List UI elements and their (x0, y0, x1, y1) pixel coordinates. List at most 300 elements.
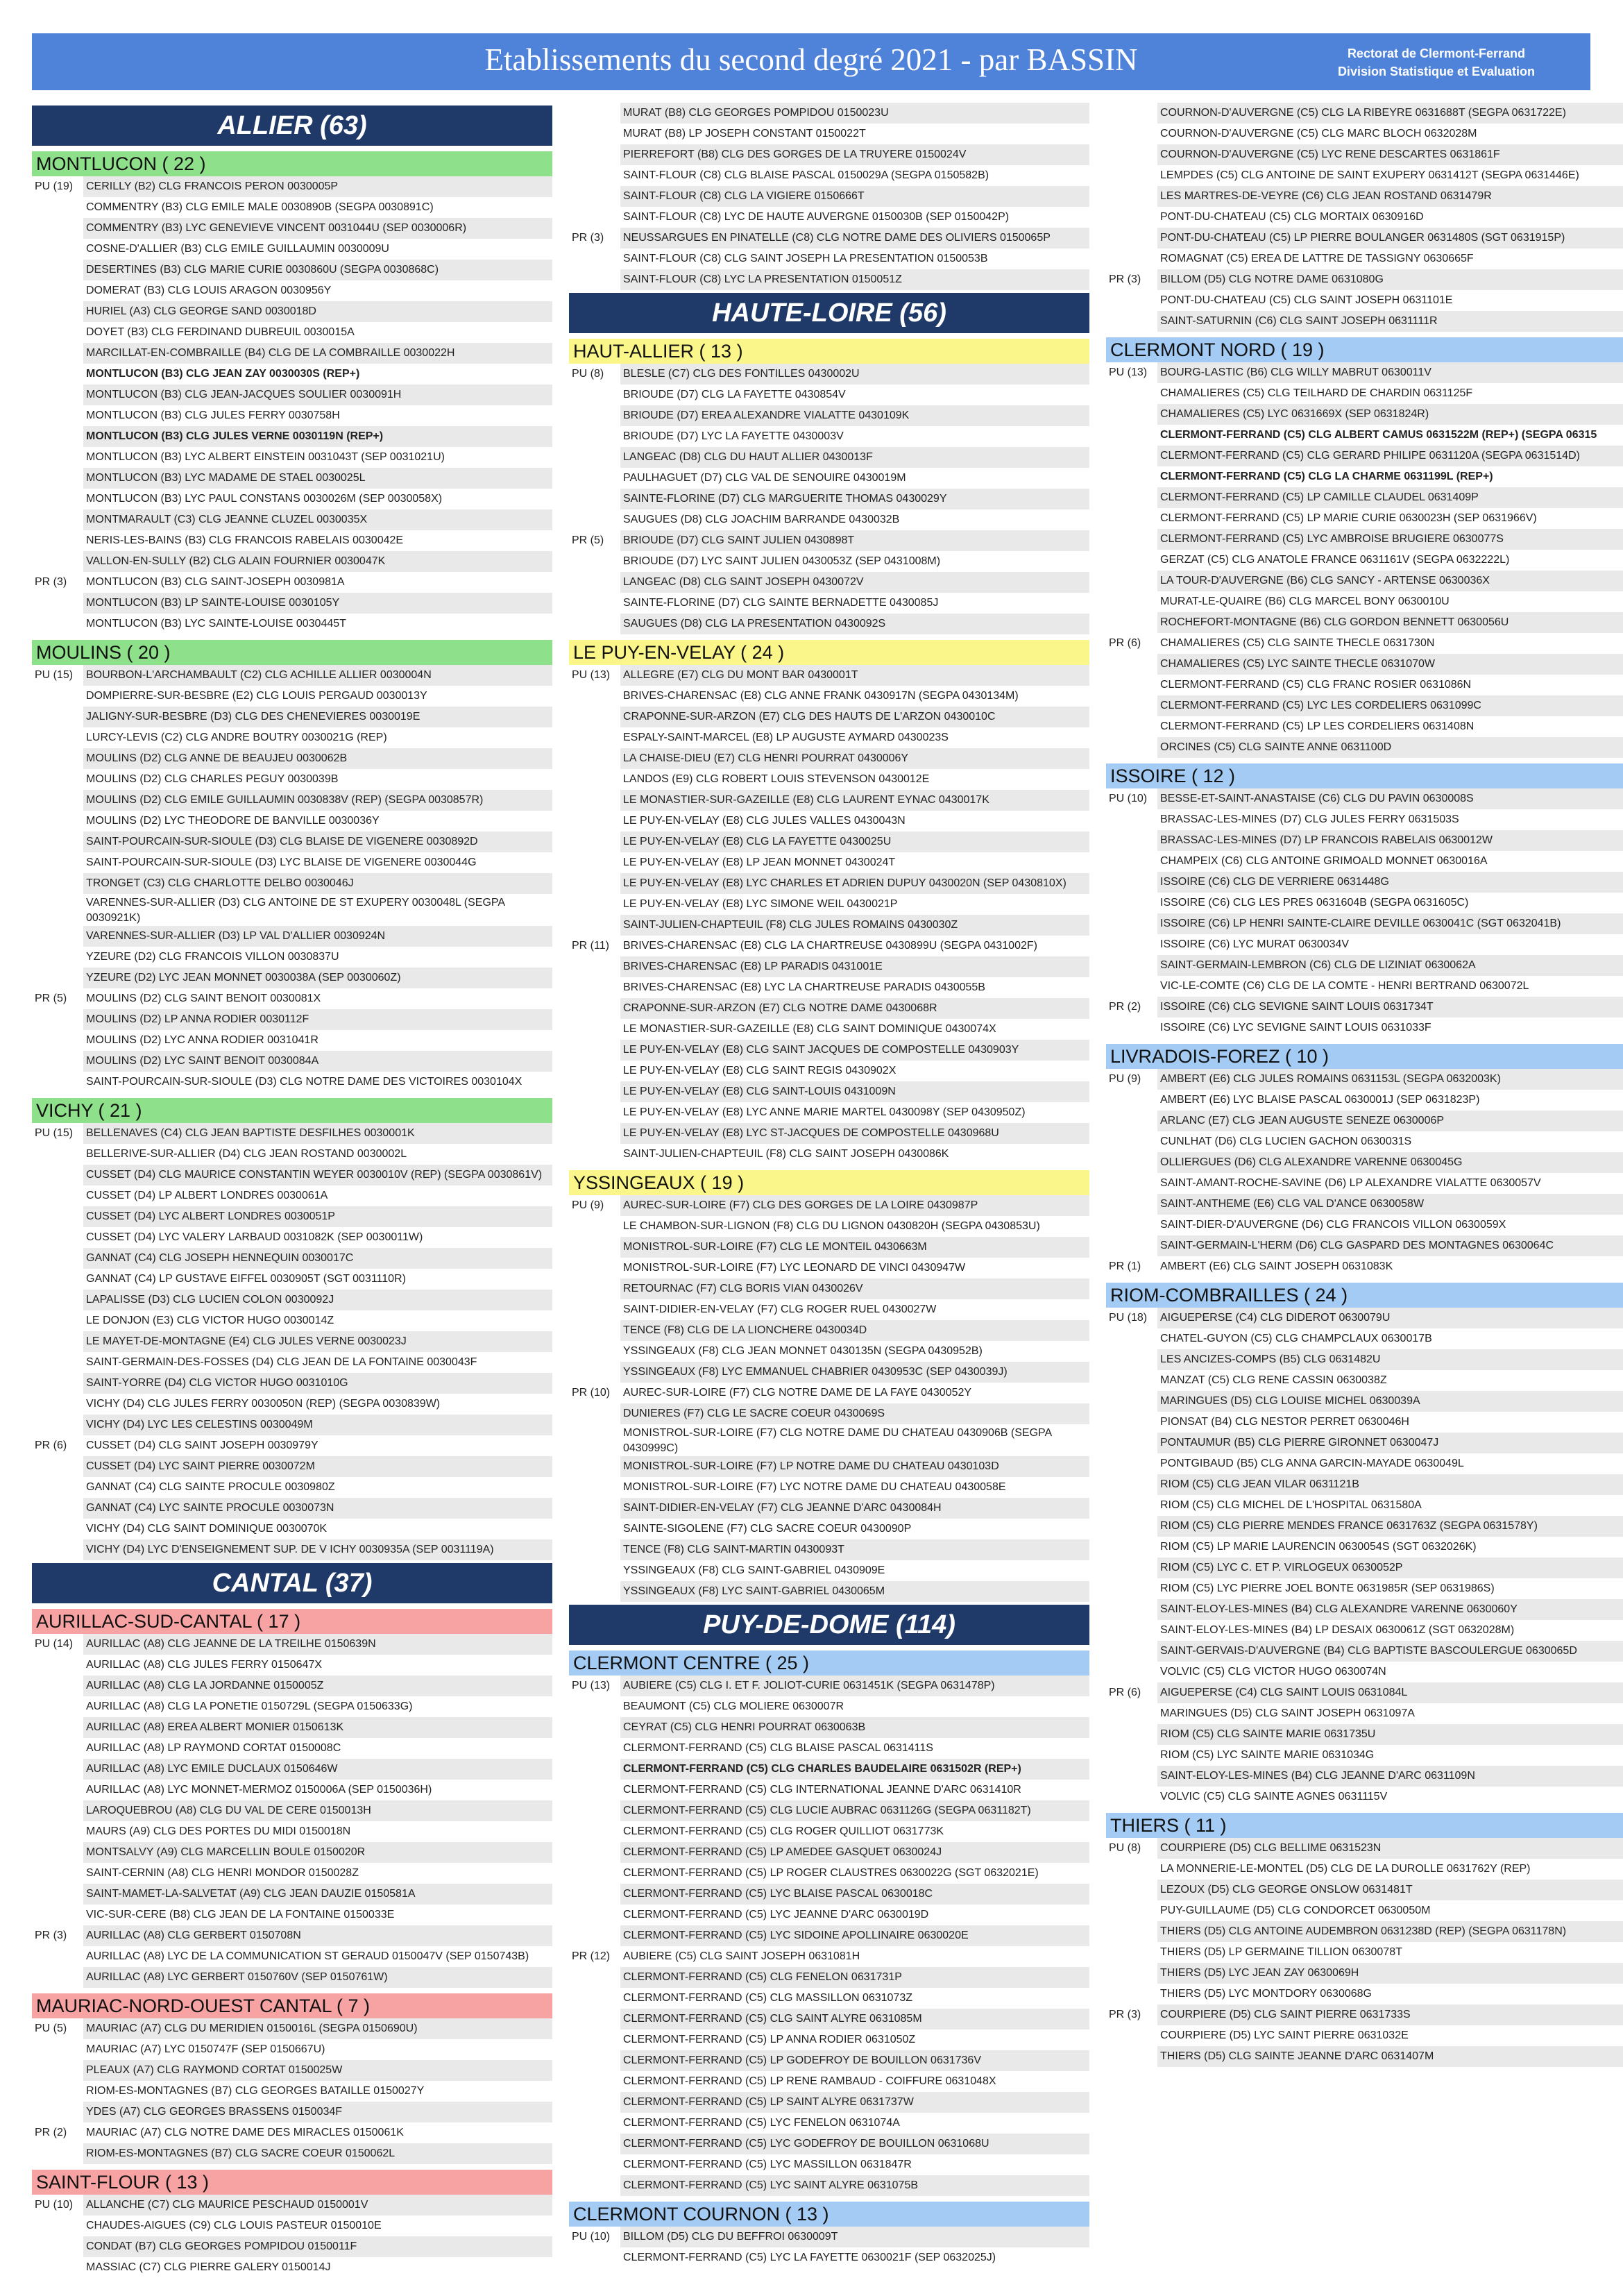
establishment-label: AMBERT (E6) CLG JULES ROMAINS 0631153L (SEGPA 0632003K) (1157, 1069, 1623, 1090)
basin-header: ISSOIRE ( 12 ) (1106, 763, 1623, 788)
establishment-row (32, 197, 552, 218)
establishment-label: SAINT-ELOY-LES-MINES (B4) LP DESAIX 0630061Z (SGT 0632028M) (1160, 1624, 1515, 1636)
establishment-label: YSSINGEAUX (F8) CLG SAINT-GABRIEL 0430909E (623, 1564, 885, 1576)
establishment-label: CLERMONT-FERRAND (C5) LYC AMBROISE BRUGIERE 0630077S (1157, 529, 1623, 550)
establishment-label: SAINT-DIDIER-EN-VELAY (F7) CLG ROGER RUEL 0430027W (623, 1303, 937, 1315)
establishment-row (32, 1435, 552, 1456)
establishment-row (1106, 362, 1623, 383)
establishment-row (32, 468, 552, 489)
establishment-label: SAINT-FLOUR (C8) CLG SAINT JOSEPH LA PRESENTATION 0150053B (623, 253, 988, 264)
establishment-label: NEUSSARGUES EN PINATELLE (C8) CLG NOTRE DAME DES OLIVIERS 0150065P (620, 228, 1089, 248)
establishment-row (1106, 976, 1623, 997)
establishment-row (1106, 1516, 1623, 1537)
establishment-label: LEZOUX (D5) CLG GEORGE ONSLOW 0631481T (1157, 1880, 1623, 1900)
establishment-row (1106, 1859, 1623, 1880)
establishment-row (32, 1800, 552, 1821)
establishment-row (569, 2113, 1089, 2134)
establishment-row (569, 572, 1089, 593)
establishment-row (32, 1738, 552, 1759)
establishment-row (569, 1539, 1089, 1560)
establishment-label: MOULINS (D2) CLG EMILE GUILLAUMIN 0030838V (REP) (SEGPA 0030857R) (83, 790, 552, 811)
establishment-label: LE PUY-EN-VELAY (E8) CLG SAINT REGIS 0430902X (623, 1065, 897, 1077)
establishment-label: SAINT-GERMAIN-DES-FOSSES (D4) CLG JEAN DE LA FONTAINE 0030043F (86, 1356, 477, 1368)
establishment-row (1106, 571, 1623, 591)
establishment-label: ISSOIRE (C6) CLG DE VERRIERE 0631448G (1157, 872, 1623, 893)
org-line-2: Division Statistique et Evaluation (1337, 65, 1535, 78)
basin-header: MOULINS ( 20 ) (32, 640, 552, 665)
establishment-row (1106, 788, 1623, 809)
establishment-label: CUSSET (D4) LYC ALBERT LONDRES 0030051P (83, 1206, 552, 1227)
establishment-label: MONISTROL-SUR-LOIRE (F7) LP NOTRE DAME DU CHATEAU 0430103D (620, 1456, 1089, 1477)
establishment-label: CLERMONT-FERRAND (C5) CLG INTERNATIONAL JEANNE D'ARC 0631410R (623, 1784, 1021, 1796)
establishment-row (32, 686, 552, 707)
establishment-row (569, 1040, 1089, 1061)
establishment-label: RIOM-ES-MONTAGNES (B7) CLG GEORGES BATAILLE 0150027Y (86, 2085, 425, 2097)
establishment-row (1106, 1308, 1623, 1328)
establishment-label: SAINT-POURCAIN-SUR-SIOULE (D3) LYC BLAISE DE VIGENERE 0030044G (86, 856, 477, 868)
establishment-row (569, 1967, 1089, 1988)
establishment-label: TENCE (F8) CLG SAINT-MARTIN 0430093T (620, 1539, 1089, 1560)
establishment-row (32, 968, 552, 988)
establishment-row (32, 1123, 552, 1144)
establishment-row (32, 1185, 552, 1206)
establishment-row (569, 790, 1089, 811)
establishment-label: ISSOIRE (C6) CLG SEVIGNE SAINT LOUIS 0631734T (1157, 997, 1623, 1018)
establishment-row (569, 1123, 1089, 1144)
establishment-label: LE PUY-EN-VELAY (E8) LYC ANNE MARIE MARTEL 0430098Y (SEP 0430950Z) (623, 1106, 1026, 1118)
establishment-label: THIERS (D5) LP GERMAINE TILLION 0630078T (1160, 1946, 1402, 1958)
establishment-label: ROMAGNAT (C5) EREA DE LATTRE DE TASSIGNY 0630665F (1160, 253, 1474, 264)
establishment-row (32, 1331, 552, 1352)
establishment-row (1106, 1641, 1623, 1662)
establishment-label: AUREC-SUR-LOIRE (F7) CLG DES GORGES DE LA LOIRE 0430987P (620, 1195, 1089, 1216)
establishment-row (1106, 1370, 1623, 1391)
establishment-row (32, 2236, 552, 2257)
establishment-row (569, 956, 1089, 977)
establishment-row (1106, 633, 1623, 654)
establishment-row (1106, 1724, 1623, 1745)
establishment-row (569, 186, 1089, 207)
sector-count: PU (8) (572, 368, 604, 380)
establishment-label: MONISTROL-SUR-LOIRE (F7) LYC LEONARD DE VINCI 0430947W (623, 1262, 966, 1274)
establishment-label: BESSE-ET-SAINT-ANASTAISE (C6) CLG DU PAVIN 0630008S (1157, 788, 1623, 809)
establishment-row (1106, 716, 1623, 737)
establishment-row (569, 1362, 1089, 1383)
establishment-label: HURIEL (A3) CLG GEORGE SAND 0030018D (83, 301, 552, 322)
establishment-row (1106, 1787, 1623, 1807)
establishment-label: OLLIERGUES (D6) CLG ALEXANDRE VARENNE 0630045G (1157, 1152, 1623, 1173)
establishment-row (1106, 144, 1623, 165)
establishment-label: BRIVES-CHARENSAC (E8) CLG LA CHARTREUSE 0430899U (SEGPA 0431002F) (623, 940, 1037, 952)
establishment-row (569, 852, 1089, 873)
establishment-label: CLERMONT-FERRAND (C5) CLG GERARD PHILIPE 0631120A (SEGPA 0631514D) (1157, 446, 1623, 466)
establishment-row (32, 707, 552, 727)
establishment-row (569, 811, 1089, 832)
establishment-label: MOULINS (D2) CLG ANNE DE BEAUJEU 0030062B (83, 748, 552, 769)
establishment-row (569, 1696, 1089, 1717)
establishment-label: SAINT-SATURNIN (C6) CLG SAINT JOSEPH 0631111R (1157, 311, 1623, 332)
establishment-label: SAINT-YORRE (D4) CLG VICTOR HUGO 0031010G (83, 1373, 552, 1394)
establishment-label: NERIS-LES-BAINS (B3) CLG FRANCOIS RABELAIS 0030042E (86, 534, 404, 546)
establishment-label: PLEAUX (A7) CLG RAYMOND CORTAT 0150025W (83, 2060, 552, 2081)
establishment-row (32, 1717, 552, 1738)
establishment-row (1106, 529, 1623, 550)
establishment-row (569, 1842, 1089, 1863)
establishment-label: LANGEAC (D8) CLG SAINT JOSEPH 0430072V (620, 572, 1089, 593)
establishment-label: SAINT-MAMET-LA-SALVETAT (A9) CLG JEAN DAUZIE 0150581A (83, 1884, 552, 1905)
establishment-row (1106, 1111, 1623, 1131)
sector-count: PR (2) (1109, 1001, 1141, 1013)
establishment-row (1106, 675, 1623, 695)
establishment-row (1106, 997, 1623, 1018)
establishment-row (1106, 404, 1623, 425)
establishment-label: CLERMONT-FERRAND (C5) CLG LUCIE AUBRAC 0631126G (SEGPA 0631182T) (620, 1800, 1089, 1821)
establishment-row (1106, 248, 1623, 269)
establishment-row (32, 2257, 552, 2278)
establishment-label: LE PUY-EN-VELAY (E8) LYC SIMONE WEIL 0430021P (623, 898, 898, 910)
establishment-row (1106, 1328, 1623, 1349)
establishment-label: GANNAT (C4) CLG SAINTE PROCULE 0030980Z (86, 1481, 335, 1493)
establishment-row (1106, 2025, 1623, 2046)
establishment-row (569, 1424, 1089, 1456)
establishment-row (569, 2050, 1089, 2071)
establishment-row (569, 364, 1089, 385)
establishment-row (569, 614, 1089, 634)
establishment-label: MONTLUCON (B3) LYC SAINTE-LOUISE 0030445T (86, 618, 346, 630)
department-header: ALLIER (63) (32, 105, 552, 146)
establishment-row (1106, 1173, 1623, 1194)
establishment-label: MAURIAC (A7) LYC 0150747F (SEP 0150667U) (86, 2043, 325, 2055)
establishment-row (1106, 103, 1623, 124)
establishment-label: CHATEL-GUYON (C5) CLG CHAMPCLAUX 0630017B (1160, 1333, 1432, 1344)
establishment-row (569, 1717, 1089, 1738)
establishment-label: ISSOIRE (C6) CLG LES PRES 0631604B (SEGPA 0631605C) (1160, 897, 1469, 909)
establishment-label: VIC-LE-COMTE (C6) CLG DE LA COMTE - HENRI BERTRAND 0630072L (1160, 980, 1529, 992)
establishment-label: ISSOIRE (C6) LP HENRI SAINTE-CLAIRE DEVILLE 0630041C (SGT 0632041B) (1157, 913, 1623, 934)
establishment-label: YSSINGEAUX (F8) CLG JEAN MONNET 0430135N (SEGPA 0430952B) (623, 1345, 983, 1357)
establishment-label: SAINT-DIER-D'AUVERGNE (D6) CLG FRANCOIS VILLON 0630059X (1160, 1219, 1506, 1231)
establishment-row (569, 1299, 1089, 1320)
sector-count: PU (13) (1109, 366, 1148, 378)
establishment-label: SAINT-GERVAIS-D'AUVERGNE (B4) CLG BAPTISTE BASCOULERGUE 0630065D (1157, 1641, 1623, 1662)
establishment-row (569, 551, 1089, 572)
establishment-label: MONTLUCON (B3) CLG JEAN-JACQUES SOULIER 0030091H (83, 385, 552, 405)
establishment-label: AURILLAC (A8) CLG JEANNE DE LA TREILHE 0150639N (83, 1634, 552, 1655)
column-3 (1106, 103, 1623, 2067)
establishment-label: YSSINGEAUX (F8) LYC EMMANUEL CHABRIER 0430953C (SEP 0430039J) (620, 1362, 1089, 1383)
establishment-row (32, 1539, 552, 1560)
basin-header: MONTLUCON ( 22 ) (32, 151, 552, 176)
establishment-label: DESERTINES (B3) CLG MARIE CURIE 0030860U (SEGPA 0030868C) (83, 260, 552, 280)
establishment-label: GERZAT (C5) CLG ANATOLE FRANCE 0631161V (SEGPA 0632222L) (1160, 554, 1510, 566)
establishment-label: COURPIERE (D5) CLG SAINT PIERRE 0631733S (1157, 2004, 1623, 2025)
establishment-label: AUBIERE (C5) CLG SAINT JOSEPH 0631081H (623, 1950, 860, 1962)
establishment-label: COURNON-D'AUVERGNE (C5) CLG MARC BLOCH 0632028M (1160, 128, 1477, 140)
establishment-row (569, 1403, 1089, 1424)
establishment-row (32, 2039, 552, 2060)
basin-header: YSSINGEAUX ( 19 ) (569, 1170, 1089, 1195)
establishment-label: CEYRAT (C5) CLG HENRI POURRAT 0630063B (620, 1717, 1089, 1738)
establishment-label: CLERMONT-FERRAND (C5) LYC JEANNE D'ARC 0630019D (623, 1909, 929, 1921)
sector-count: PU (18) (1109, 1312, 1148, 1324)
establishment-label: LE PUY-EN-VELAY (E8) LYC CHARLES ET ADRIEN DUPUY 0430020N (SEP 0430810X) (620, 873, 1089, 894)
basin-header: RIOM-COMBRAILLES ( 24 ) (1106, 1283, 1623, 1308)
establishment-label: THIERS (D5) LYC MONTDORY 0630068G (1160, 1988, 1372, 2000)
sector-count: PU (5) (35, 2023, 67, 2034)
establishment-row (569, 665, 1089, 686)
establishment-label: SAINT-ANTHEME (E6) CLG VAL D'ANCE 0630058W (1157, 1194, 1623, 1215)
establishment-row (32, 1884, 552, 1905)
establishment-label: AURILLAC (A8) LYC EMILE DUCLAUX 0150646W (83, 1759, 552, 1780)
establishment-row (569, 593, 1089, 614)
establishment-row (1106, 654, 1623, 675)
establishment-label: SAINT-GERMAIN-LEMBRON (C6) CLG DE LIZINIAT 0630062A (1157, 955, 1623, 976)
establishment-row (569, 1946, 1089, 1967)
establishment-row (1106, 872, 1623, 893)
establishment-label: RIOM (C5) LYC SAINTE MARIE 0631034G (1160, 1749, 1375, 1761)
establishment-row (32, 2060, 552, 2081)
establishment-label: LE PUY-EN-VELAY (E8) CLG SAINT-LOUIS 0431009N (620, 1081, 1089, 1102)
establishment-row (32, 2215, 552, 2236)
establishment-label: RIOM (C5) CLG SAINTE MARIE 0631735U (1157, 1724, 1623, 1745)
establishment-row (569, 1905, 1089, 1925)
establishment-label: SAUGUES (D8) CLG LA PRESENTATION 0430092S (620, 614, 1089, 634)
establishment-label: CLERMONT-FERRAND (C5) LYC MASSILLON 0631847R (623, 2159, 912, 2170)
establishment-row (1106, 1984, 1623, 2004)
establishment-row (569, 144, 1089, 165)
establishment-row (569, 468, 1089, 489)
establishment-label: SAINT-FLOUR (C8) CLG LA VIGIERE 0150666T (620, 186, 1089, 207)
establishment-row (1106, 893, 1623, 913)
establishment-label: AURILLAC (A8) CLG LA PONETIE 0150729L (SEGPA 0150633G) (86, 1700, 413, 1712)
establishment-label: BELLENAVES (C4) CLG JEAN BAPTISTE DESFILHES 0030001K (83, 1123, 552, 1144)
establishment-label: MONTMARAULT (C3) CLG JEANNE CLUZEL 0030035X (83, 509, 552, 530)
establishment-row (569, 530, 1089, 551)
establishment-label: DOMPIERRE-SUR-BESBRE (E2) CLG LOUIS PERGAUD 0030013Y (86, 690, 427, 702)
establishment-row (569, 207, 1089, 228)
establishment-label: SAINTE-FLORINE (D7) CLG MARGUERITE THOMAS 0430029Y (620, 489, 1089, 509)
establishment-label: COSNE-D'ALLIER (B3) CLG EMILE GUILLAUMIN 0030009U (86, 243, 389, 255)
sector-count: PU (15) (35, 1127, 74, 1139)
establishment-label: LE DONJON (E3) CLG VICTOR HUGO 0030014Z (86, 1315, 334, 1326)
establishment-label: LURCY-LEVIS (C2) CLG ANDRE BOUTRY 0030021G (REP) (86, 732, 387, 743)
establishment-row (32, 1675, 552, 1696)
establishment-row (569, 1519, 1089, 1539)
establishment-label: CRAPONNE-SUR-ARZON (E7) CLG NOTRE DAME 0430068R (620, 998, 1089, 1019)
establishment-row (32, 1051, 552, 1072)
establishment-label: LA CHAISE-DIEU (E7) CLG HENRI POURRAT 0430006Y (620, 748, 1089, 769)
establishment-row (32, 1009, 552, 1030)
sector-count: PR (3) (1109, 273, 1141, 285)
establishment-row (1106, 1194, 1623, 1215)
establishment-row (569, 748, 1089, 769)
establishment-label: CHAUDES-AIGUES (C9) CLG LOUIS PASTEUR 0150010E (86, 2220, 382, 2231)
establishment-row (569, 1821, 1089, 1842)
establishment-row (569, 2009, 1089, 2029)
establishment-row (569, 489, 1089, 509)
establishment-row (32, 1696, 552, 1717)
establishment-row (569, 977, 1089, 998)
establishment-label: PONT-DU-CHATEAU (C5) LP PIERRE BOULANGER 0631480S (SGT 0631915P) (1157, 228, 1623, 248)
establishment-label: RIOM (C5) CLG MICHEL DE L'HOSPITAL 0631580A (1160, 1499, 1422, 1511)
establishment-label: BRIOUDE (D7) CLG SAINT JULIEN 0430898T (620, 530, 1089, 551)
establishment-label: MANZAT (C5) CLG RENE CASSIN 0630038Z (1160, 1374, 1387, 1386)
establishment-row (569, 1925, 1089, 1946)
establishment-row (569, 1675, 1089, 1696)
establishment-row (32, 852, 552, 873)
establishment-row (1106, 1745, 1623, 1766)
establishment-label: MONISTROL-SUR-LOIRE (F7) CLG LE MONTEIL 0430663M (620, 1237, 1089, 1258)
establishment-row (32, 1269, 552, 1290)
establishment-label: MAURS (A9) CLG DES PORTES DU MIDI 0150018N (86, 1825, 351, 1837)
establishment-row (569, 405, 1089, 426)
establishment-label: LE MONASTIER-SUR-GAZEILLE (E8) CLG LAURENT EYNAC 0430017K (620, 790, 1089, 811)
establishment-row (569, 103, 1089, 124)
establishment-label: ORCINES (C5) CLG SAINTE ANNE 0631100D (1157, 737, 1623, 758)
establishment-label: THIERS (D5) CLG SAINTE JEANNE D'ARC 0631407M (1157, 2046, 1623, 2067)
establishment-row (1106, 2004, 1623, 2025)
establishment-label: BELLERIVE-SUR-ALLIER (D4) CLG JEAN ROSTAND 0030002L (86, 1148, 407, 1160)
column-1 (32, 103, 552, 2278)
sector-count: PR (1) (1109, 1260, 1141, 1272)
sector-count: PR (3) (572, 232, 604, 244)
establishment-row (569, 1320, 1089, 1341)
establishment-label: BEAUMONT (C5) CLG MOLIERE 0630007R (623, 1700, 844, 1712)
establishment-label: CLERMONT-FERRAND (C5) CLG CHARLES BAUDELAIRE 0631502R (REP+) (620, 1759, 1089, 1780)
establishment-label: MOULINS (D2) LYC THEODORE DE BANVILLE 0030036Y (86, 815, 380, 827)
establishment-label: MOULINS (D2) LP ANNA RODIER 0030112F (83, 1009, 552, 1030)
establishment-label: CLERMONT-FERRAND (C5) LYC GODEFROY DE BOUILLON 0631068U (620, 2134, 1089, 2154)
establishment-row (1106, 1391, 1623, 1412)
establishment-row (32, 1863, 552, 1884)
establishment-label: ISSOIRE (C6) LYC SEVIGNE SAINT LOUIS 0631033F (1160, 1022, 1431, 1033)
establishment-row (32, 2143, 552, 2164)
establishment-label: CLERMONT-FERRAND (C5) CLG SAINT ALYRE 0631085M (620, 2009, 1089, 2029)
establishment-row (1106, 1942, 1623, 1963)
establishment-row (1106, 1900, 1623, 1921)
establishment-label: LA MONNERIE-LE-MONTEL (D5) CLG DE LA DUROLLE 0631762Y (REP) (1160, 1863, 1531, 1875)
establishment-row (569, 1477, 1089, 1498)
establishment-label: CONDAT (B7) CLG GEORGES POMPIDOU 0150011F (83, 2236, 552, 2257)
establishment-label: BOURG-LASTIC (B6) CLG WILLY MABRUT 0630011V (1157, 362, 1623, 383)
establishment-label: PAULHAGUET (D7) CLG VAL DE SENOUIRE 0430019M (623, 472, 906, 484)
establishment-label: VARENNES-SUR-ALLIER (D3) LP VAL D'ALLIER 0030924N (83, 926, 552, 947)
establishment-row (1106, 830, 1623, 851)
establishment-label: CLERMONT-FERRAND (C5) LP GODEFROY DE BOUILLON 0631736V (620, 2050, 1089, 2071)
establishment-row (1106, 1880, 1623, 1900)
establishment-label: CHAMALIERES (C5) LYC 0631669X (SEP 0631824R) (1157, 404, 1623, 425)
establishment-row (32, 1519, 552, 1539)
establishment-label: AURILLAC (A8) CLG GERBERT 0150708N (83, 1925, 552, 1946)
establishment-label: COURPIERE (D5) CLG BELLIME 0631523N (1157, 1838, 1623, 1859)
establishment-row (32, 1946, 552, 1967)
establishment-label: MARCILLAT-EN-COMBRAILLE (B4) CLG DE LA COMBRAILLE 0030022H (83, 343, 552, 364)
establishment-label: CLERMONT-FERRAND (C5) LYC SAINT ALYRE 0631075B (620, 2175, 1089, 2196)
establishment-label: MOULINS (D2) CLG CHARLES PEGUY 0030039B (86, 773, 339, 785)
establishment-label: SAINT-CERNIN (A8) CLG HENRI MONDOR 0150028Z (86, 1867, 359, 1879)
establishment-row (569, 1988, 1089, 2009)
establishment-label: BRIOUDE (D7) EREA ALEXANDRE VIALATTE 0430109K (620, 405, 1089, 426)
establishment-label: PONT-DU-CHATEAU (C5) CLG SAINT JOSEPH 0631101E (1160, 294, 1453, 306)
establishment-label: DOMERAT (B3) CLG LOUIS ARAGON 0030956Y (86, 285, 332, 296)
establishment-label: CLERMONT-FERRAND (C5) CLG LA CHARME 0631199L (REP+) (1160, 471, 1493, 482)
establishment-row (569, 1560, 1089, 1581)
establishment-row (32, 385, 552, 405)
establishment-row (32, 1498, 552, 1519)
establishment-label: MONISTROL-SUR-LOIRE (F7) CLG NOTRE DAME DU CHATEAU 0430906B (SEGPA 0430999C) (623, 1427, 1052, 1454)
basin-header: MAURIAC-NORD-OUEST CANTAL ( 7 ) (32, 1993, 552, 2018)
establishment-row (32, 1165, 552, 1185)
establishment-row (1106, 1090, 1623, 1111)
establishment-row (569, 1258, 1089, 1278)
org-line-1: Rectorat de Clermont-Ferrand (1347, 47, 1525, 60)
establishment-label: LA TOUR-D'AUVERGNE (B6) CLG SANCY - ARTENSE 0630036X (1157, 571, 1623, 591)
establishment-label: JALIGNY-SUR-BESBRE (D3) CLG DES CHENEVIERES 0030019E (83, 707, 552, 727)
establishment-row (32, 894, 552, 926)
establishment-label: CLERMONT-FERRAND (C5) LP ROGER CLAUSTRES 0630022G (SGT 0632021E) (623, 1867, 1039, 1879)
department-header: CANTAL (37) (32, 1563, 552, 1603)
establishment-label: ROCHEFORT-MONTAGNE (B6) CLG GORDON BENNETT 0630056U (1157, 612, 1623, 633)
establishment-row (32, 873, 552, 894)
establishment-label: CLERMONT-FERRAND (C5) LYC LES CORDELIERS 0631099C (1157, 695, 1623, 716)
establishment-label: MONTLUCON (B3) CLG SAINT-JOSEPH 0030981A (86, 576, 345, 588)
establishment-label: MURAT-LE-QUAIRE (B6) CLG MARCEL BONY 0630010U (1160, 596, 1450, 607)
establishment-label: CUSSET (D4) LYC SAINT PIERRE 0030072M (83, 1456, 552, 1477)
establishment-row (32, 1821, 552, 1842)
establishment-label: CLERMONT-FERRAND (C5) LYC FENELON 0631074A (623, 2117, 900, 2129)
establishment-label: BILLOM (D5) CLG NOTRE DAME 0631080G (1157, 269, 1623, 290)
establishment-row (32, 426, 552, 447)
establishment-row (32, 1477, 552, 1498)
establishment-label: AURILLAC (A8) LYC MONNET-MERMOZ 0150006A (SEP 0150036H) (86, 1784, 432, 1796)
establishment-row (32, 1842, 552, 1863)
establishment-row (32, 2081, 552, 2102)
establishment-row (1106, 934, 1623, 955)
establishment-label: CUSSET (D4) LYC VALERY LARBAUD 0031082K (SEP 0030011W) (86, 1231, 423, 1243)
establishment-label: CHAMALIERES (C5) LYC SAINTE THECLE 0631070W (1157, 654, 1623, 675)
establishment-row (569, 2134, 1089, 2154)
sector-count: PR (11) (572, 940, 609, 952)
establishment-label: LE PUY-EN-VELAY (E8) LP JEAN MONNET 0430024T (623, 856, 896, 868)
establishment-label: MONTLUCON (B3) LYC MADAME DE STAEL 0030025L (83, 468, 552, 489)
establishment-row (32, 2122, 552, 2143)
establishment-label: CRAPONNE-SUR-ARZON (E7) CLG DES HAUTS DE L'ARZON 0430010C (620, 707, 1089, 727)
establishment-label: BRIVES-CHARENSAC (E8) CLG ANNE FRANK 0430917N (SEGPA 0430134M) (623, 690, 1019, 702)
establishment-label: LE PUY-EN-VELAY (E8) CLG JULES VALLES 0430043N (623, 815, 906, 827)
establishment-row (569, 1216, 1089, 1237)
establishment-label: CLERMONT-FERRAND (C5) LP AMEDEE GASQUET 0630024J (620, 1842, 1089, 1863)
establishment-label: SAINT-JULIEN-CHAPTEUIL (F8) CLG JULES ROMAINS 0430030Z (620, 915, 1089, 936)
establishment-row (569, 727, 1089, 748)
establishment-row (569, 686, 1089, 707)
establishment-label: SAINTE-FLORINE (D7) CLG SAINTE BERNADETTE 0430085J (623, 597, 939, 609)
establishment-label: SAINTE-SIGOLENE (F7) CLG SACRE COEUR 0430090P (623, 1523, 912, 1535)
establishment-label: ARLANC (E7) CLG JEAN AUGUSTE SENEZE 0630006P (1157, 1111, 1623, 1131)
establishment-row (32, 748, 552, 769)
establishment-label: LE PUY-EN-VELAY (E8) LYC ST-JACQUES DE COMPOSTELLE 0430968U (620, 1123, 1089, 1144)
establishment-label: AURILLAC (A8) LYC GERBERT 0150760V (SEP 0150761W) (83, 1967, 552, 1988)
establishment-row (32, 1634, 552, 1655)
establishment-row (32, 790, 552, 811)
establishment-label: CLERMONT-FERRAND (C5) LYC BLAISE PASCAL 0630018C (620, 1884, 1089, 1905)
establishment-label: AUBIERE (C5) CLG I. ET F. JOLIOT-CURIE 0631451K (SEGPA 0631478P) (620, 1675, 1089, 1696)
establishment-row (32, 239, 552, 260)
establishment-row (1106, 1412, 1623, 1433)
establishment-row (32, 176, 552, 197)
establishment-label: LANGEAC (D8) CLG DU HAUT ALLIER 0430013F (620, 447, 1089, 468)
establishment-row (569, 228, 1089, 248)
establishment-row (1106, 1131, 1623, 1152)
